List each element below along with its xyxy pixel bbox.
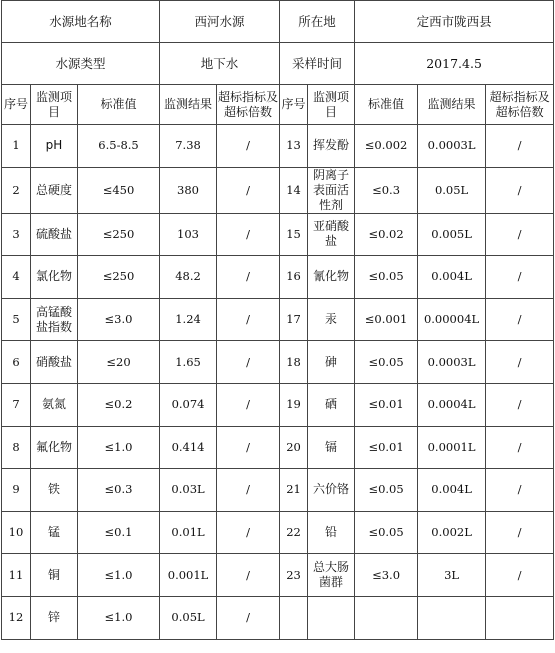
- cell-standard: ≤0.1: [78, 511, 160, 554]
- cell-item: 镉: [308, 426, 355, 469]
- table-row: [2, 341, 554, 384]
- cell-index: 18: [280, 341, 308, 384]
- cell-index: 5: [2, 298, 31, 341]
- cell-standard: ≤450: [78, 167, 160, 213]
- cell-item: 锌: [31, 596, 78, 639]
- cell-result: 0.414: [160, 426, 217, 469]
- cell-result: 1.24: [160, 298, 217, 341]
- cell-standard: ≤0.05: [355, 256, 418, 299]
- cropped-footnote: [0, 646, 555, 653]
- source-name-value: 西河水源: [160, 1, 280, 43]
- cell-item: 六价铬: [308, 469, 355, 512]
- cell-result: 380: [160, 167, 217, 213]
- cell-result: 0.05L: [418, 167, 486, 213]
- cell-exceed: [486, 596, 554, 639]
- cell-standard: ≤250: [78, 213, 160, 256]
- cell-index: 7: [2, 383, 31, 426]
- cell-item: [308, 596, 355, 639]
- cell-index: 3: [2, 213, 31, 256]
- cell-standard: ≤1.0: [78, 426, 160, 469]
- cell-result: 3L: [418, 554, 486, 597]
- cell-standard: ≤3.0: [355, 554, 418, 597]
- cell-standard: [355, 596, 418, 639]
- cell-exceed: /: [486, 554, 554, 597]
- cell-exceed: /: [486, 469, 554, 512]
- cell-standard: ≤0.002: [355, 125, 418, 168]
- cell-index: 15: [280, 213, 308, 256]
- table-row: [2, 256, 554, 299]
- col-header-item: 监测项目: [31, 85, 78, 125]
- col-header-standard: 标准值: [355, 85, 418, 125]
- cell-exceed: /: [486, 213, 554, 256]
- cell-index: 19: [280, 383, 308, 426]
- header-row-2: [2, 43, 554, 85]
- cell-standard: ≤0.02: [355, 213, 418, 256]
- cell-index: 23: [280, 554, 308, 597]
- cell-index: 8: [2, 426, 31, 469]
- cell-exceed: /: [217, 125, 280, 168]
- cell-exceed: /: [217, 511, 280, 554]
- cell-standard: ≤0.2: [78, 383, 160, 426]
- cell-standard: ≤0.05: [355, 511, 418, 554]
- cell-item: 铁: [31, 469, 78, 512]
- table-row: [2, 511, 554, 554]
- cell-result: 0.074: [160, 383, 217, 426]
- cell-exceed: /: [486, 125, 554, 168]
- cell-index: 1: [2, 125, 31, 168]
- cell-result: 7.38: [160, 125, 217, 168]
- cell-item: 氯化物: [31, 256, 78, 299]
- cell-exceed: /: [486, 256, 554, 299]
- table-row: [2, 426, 554, 469]
- cell-item: 硒: [308, 383, 355, 426]
- cell-result: 0.001L: [160, 554, 217, 597]
- cell-index: 2: [2, 167, 31, 213]
- column-header-row: [2, 85, 554, 125]
- cell-standard: ≤1.0: [78, 596, 160, 639]
- table-row: [2, 213, 554, 256]
- col-header-standard: 标准值: [78, 85, 160, 125]
- cell-item: 铅: [308, 511, 355, 554]
- cell-item: 亚硝酸盐: [308, 213, 355, 256]
- cell-standard: ≤0.3: [78, 469, 160, 512]
- col-header-index: 序号: [2, 85, 31, 125]
- col-header-exceed: 超标指标及超标倍数: [486, 85, 554, 125]
- col-header-result: 监测结果: [418, 85, 486, 125]
- cell-item: 锰: [31, 511, 78, 554]
- source-type-value: 地下水: [160, 43, 280, 85]
- table-row: [2, 167, 554, 213]
- cell-index: 10: [2, 511, 31, 554]
- cell-index: 20: [280, 426, 308, 469]
- cell-standard: ≤0.01: [355, 426, 418, 469]
- cell-item: 高锰酸盐指数: [31, 298, 78, 341]
- cell-standard: ≤0.3: [355, 167, 418, 213]
- cell-index: 14: [280, 167, 308, 213]
- col-header-index: 序号: [280, 85, 308, 125]
- col-header-exceed: 超标指标及超标倍数: [217, 85, 280, 125]
- cell-index: 17: [280, 298, 308, 341]
- cell-exceed: /: [217, 341, 280, 384]
- cell-standard: ≤0.05: [355, 341, 418, 384]
- cell-item: 汞: [308, 298, 355, 341]
- source-type-label: 水源类型: [2, 43, 160, 85]
- sampling-time-value: 2017.4.5: [355, 43, 554, 85]
- location-label: 所在地: [280, 1, 355, 43]
- table-row: [2, 125, 554, 168]
- table-row: [2, 596, 554, 639]
- cell-exceed: /: [217, 213, 280, 256]
- table-row: [2, 554, 554, 597]
- cell-result: 0.0004L: [418, 383, 486, 426]
- cell-item: 铜: [31, 554, 78, 597]
- cell-standard: ≤3.0: [78, 298, 160, 341]
- cell-standard: ≤0.05: [355, 469, 418, 512]
- cell-exceed: /: [486, 341, 554, 384]
- cell-index: 22: [280, 511, 308, 554]
- cell-item: 氟化物: [31, 426, 78, 469]
- cell-item: pH: [31, 125, 78, 168]
- cell-result: 0.03L: [160, 469, 217, 512]
- cell-item: 硝酸盐: [31, 341, 78, 384]
- cell-result: 0.004L: [418, 469, 486, 512]
- cell-index: 4: [2, 256, 31, 299]
- col-header-result: 监测结果: [160, 85, 217, 125]
- cell-item: 氨氮: [31, 383, 78, 426]
- cell-exceed: /: [217, 256, 280, 299]
- cell-result: 48.2: [160, 256, 217, 299]
- cell-item: 总大肠菌群: [308, 554, 355, 597]
- cell-result: [418, 596, 486, 639]
- cell-index: 6: [2, 341, 31, 384]
- cell-exceed: /: [217, 167, 280, 213]
- cell-result: 0.00004L: [418, 298, 486, 341]
- cell-standard: ≤0.001: [355, 298, 418, 341]
- cell-exceed: /: [486, 298, 554, 341]
- cell-result: 0.0003L: [418, 341, 486, 384]
- cell-result: 0.01L: [160, 511, 217, 554]
- cell-standard: ≤250: [78, 256, 160, 299]
- cell-item: 阴离子表面活性剂: [308, 167, 355, 213]
- cell-standard: ≤0.01: [355, 383, 418, 426]
- cell-exceed: /: [486, 383, 554, 426]
- cell-item: 挥发酚: [308, 125, 355, 168]
- cell-index: [280, 596, 308, 639]
- cell-result: 0.002L: [418, 511, 486, 554]
- header-row-1: [2, 1, 554, 43]
- cell-index: 11: [2, 554, 31, 597]
- cell-standard: 6.5-8.5: [78, 125, 160, 168]
- col-header-item: 监测项目: [308, 85, 355, 125]
- cell-exceed: /: [217, 383, 280, 426]
- cell-exceed: /: [486, 511, 554, 554]
- cell-result: 1.65: [160, 341, 217, 384]
- data-table: [1, 0, 554, 640]
- source-name-label: 水源地名称: [2, 1, 160, 43]
- cell-index: 12: [2, 596, 31, 639]
- cell-exceed: /: [217, 596, 280, 639]
- cell-result: 103: [160, 213, 217, 256]
- cell-item: 氰化物: [308, 256, 355, 299]
- table-row: [2, 383, 554, 426]
- cell-exceed: /: [486, 167, 554, 213]
- location-value: 定西市陇西县: [355, 1, 554, 43]
- table-row: [2, 469, 554, 512]
- cell-result: 0.05L: [160, 596, 217, 639]
- cell-result: 0.004L: [418, 256, 486, 299]
- cell-item: 硫酸盐: [31, 213, 78, 256]
- water-quality-table: [1, 0, 553, 649]
- cell-standard: ≤1.0: [78, 554, 160, 597]
- cell-exceed: /: [217, 426, 280, 469]
- cell-index: 13: [280, 125, 308, 168]
- cell-result: 0.0001L: [418, 426, 486, 469]
- cell-index: 21: [280, 469, 308, 512]
- cell-index: 16: [280, 256, 308, 299]
- table-row: [2, 298, 554, 341]
- cell-exceed: /: [217, 298, 280, 341]
- cell-item: 砷: [308, 341, 355, 384]
- cell-exceed: /: [217, 554, 280, 597]
- cell-standard: ≤20: [78, 341, 160, 384]
- cell-item: 总硬度: [31, 167, 78, 213]
- cell-exceed: /: [486, 426, 554, 469]
- cell-result: 0.005L: [418, 213, 486, 256]
- cell-exceed: /: [217, 469, 280, 512]
- cell-result: 0.0003L: [418, 125, 486, 168]
- cell-index: 9: [2, 469, 31, 512]
- sampling-time-label: 采样时间: [280, 43, 355, 85]
